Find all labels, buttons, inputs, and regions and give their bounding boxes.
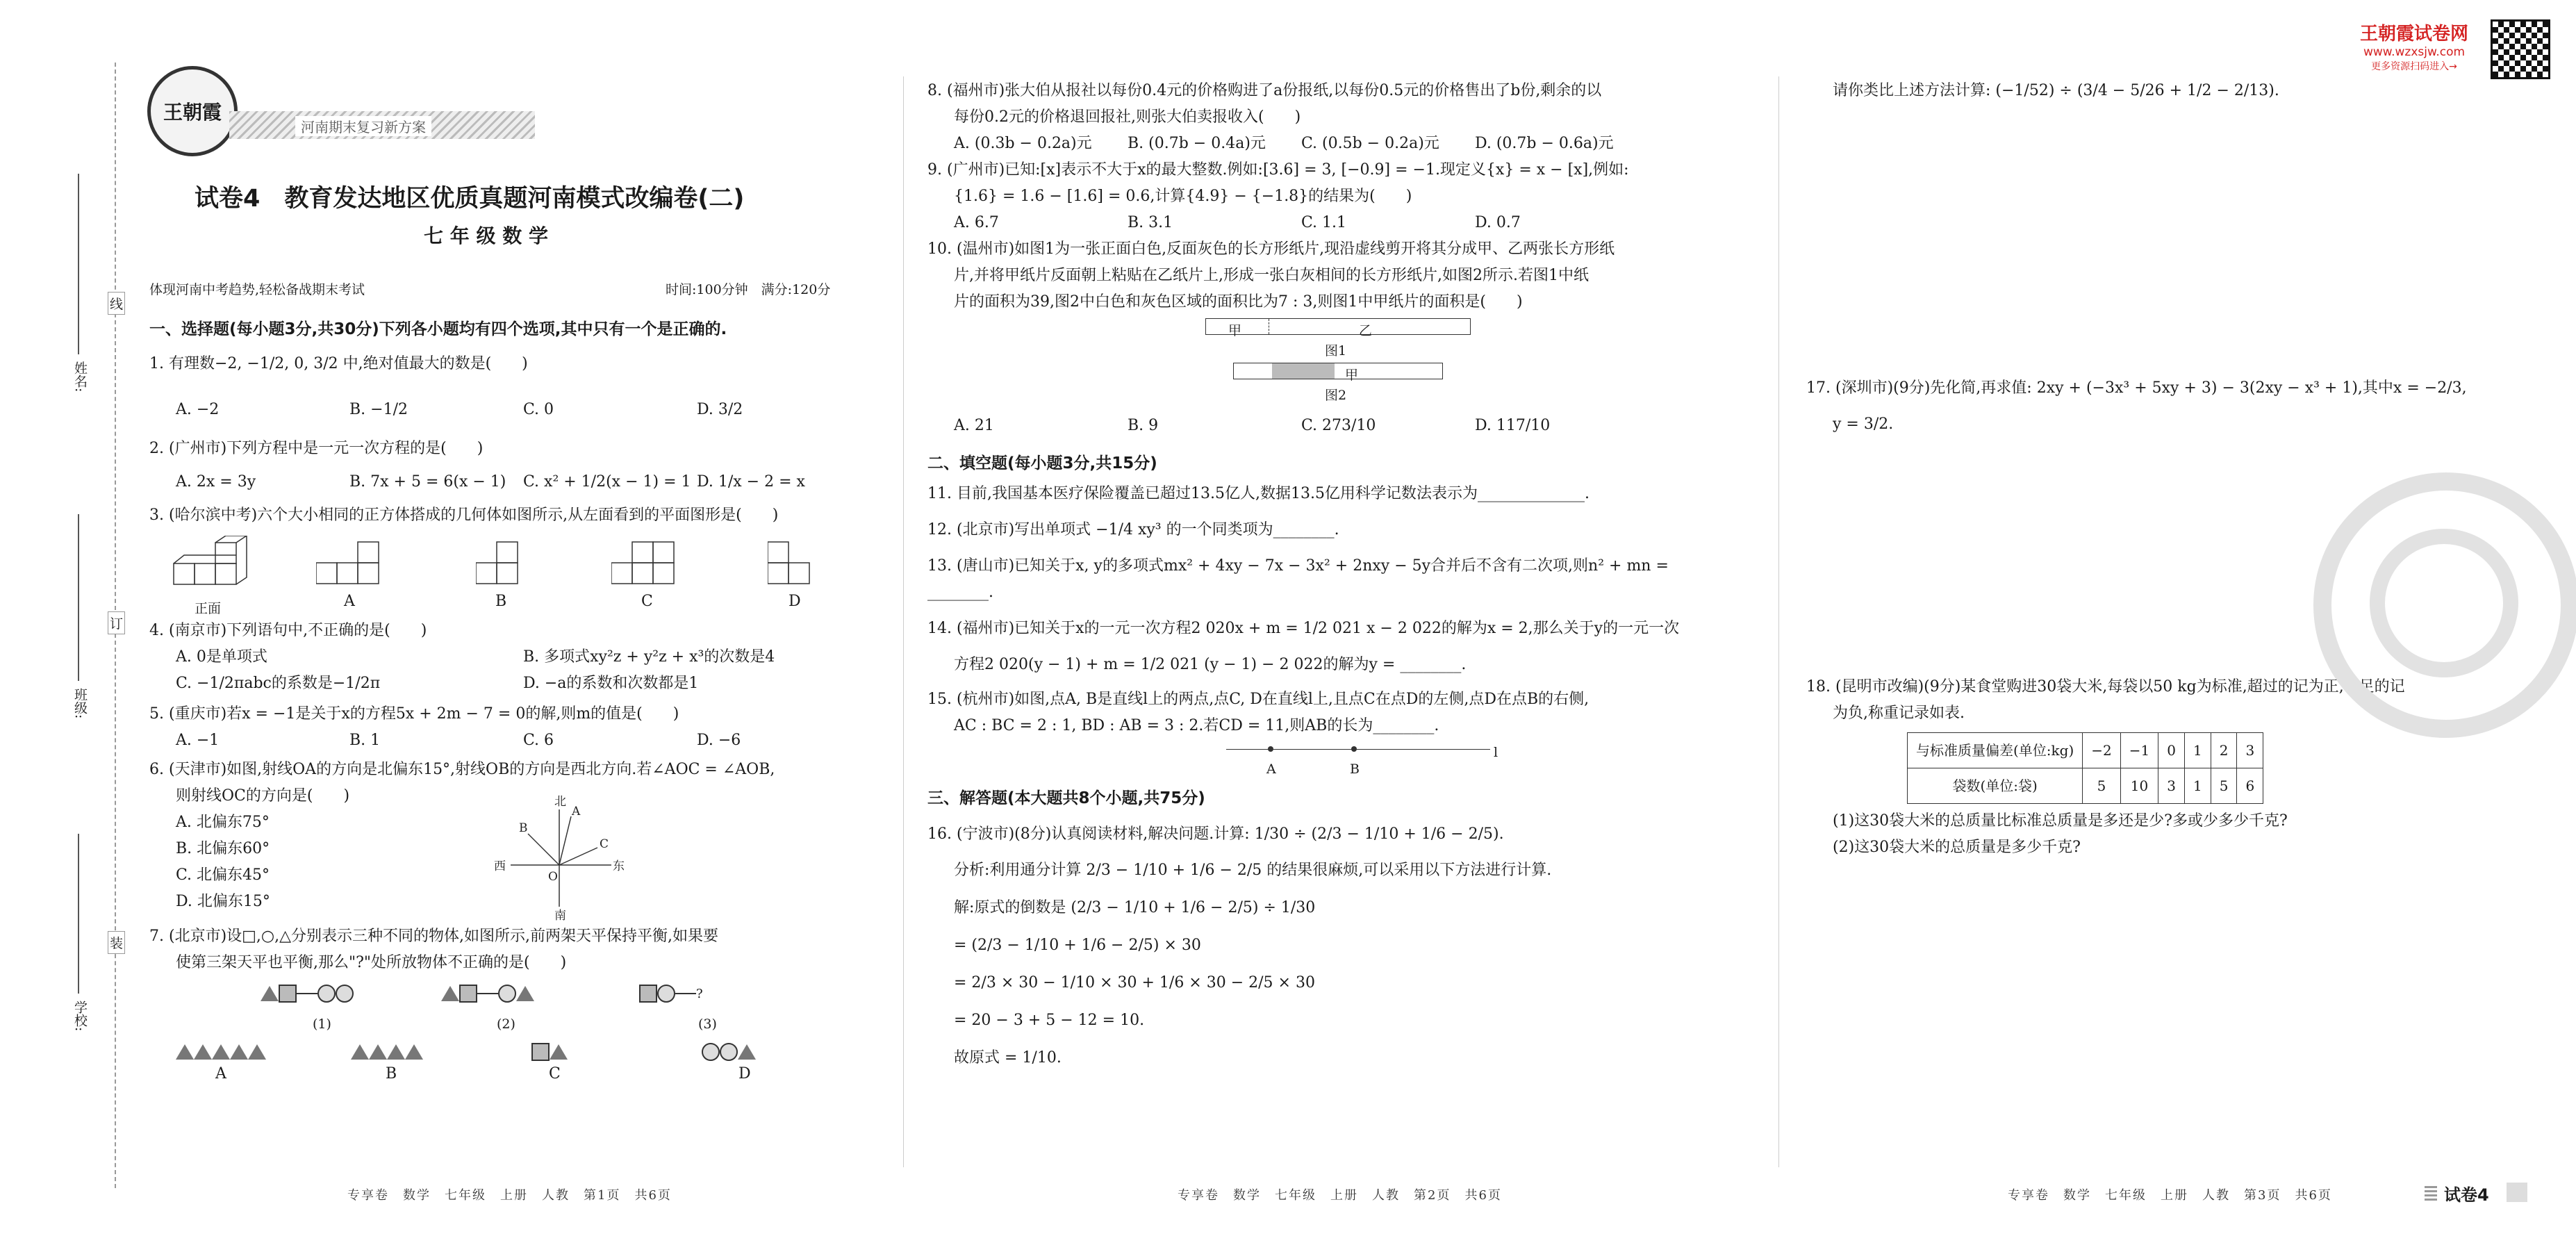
brand-url: www.wzxsjw.com — [2363, 45, 2466, 59]
q7-options — [149, 1039, 886, 1094]
table-cell: −2 — [2083, 733, 2120, 768]
q10: 10. (温州市)如图1为一张正面白色,反面灰色的长方形纸片,现沿虚线剪开将其分成甲、乙两张长方形纸 — [927, 240, 1615, 258]
q7-balances — [149, 976, 886, 1039]
q1-option-b: B. −1/2 — [349, 401, 408, 418]
q13: 13. (唐山市)已知关于x, y的多项式mx² + 4xy − 7x − 3x² + 2nxy − 5y合并后不含有二次项,则n² + mn = ________. — [927, 557, 1669, 601]
q10-fig2-caption: 图2 — [1325, 388, 1347, 403]
q17-line-2: y = 3/2. — [1833, 415, 1894, 433]
q10-fig1-yi: 乙 — [1359, 323, 1373, 338]
q6-label-a: A — [572, 805, 581, 818]
q1-option-a: A. −2 — [176, 401, 220, 418]
q2-option-c: C. x² + 1/2(x − 1) = 1 — [523, 473, 691, 491]
column-3 — [1806, 78, 2536, 861]
q18: 18. (昆明市改编)(9分)某食堂购进30袋大米,每袋以50 kg为标准,超过的记为正,不足的记 — [1806, 678, 2405, 695]
q4-options — [149, 644, 886, 697]
q3-option-b-figure — [476, 538, 531, 587]
q10-option-d: D. 117/10 — [1475, 417, 1551, 434]
table-row — [1908, 768, 2263, 804]
q6-compass-figure — [490, 789, 629, 921]
table-cell: 2 — [2211, 733, 2237, 768]
table-cell: 5 — [2211, 768, 2237, 804]
q8-options — [927, 131, 1733, 157]
q3-figures — [149, 532, 886, 615]
q8-line-2: 每份0.2元的价格退回报社,则张大伯卖报收入( ) — [954, 108, 1301, 126]
table-cell: 3 — [2158, 768, 2185, 804]
q16-continuation: 请你类比上述方法计算: (−1/52) ÷ (3/4 − 5/26 + 1/2 − 2/13). — [1833, 82, 2279, 99]
footer-tag-bar — [2507, 1183, 2527, 1202]
q10-line-3: 片的面积为39,图2中白色和灰色区域的面积比为7 : 3,则图1中甲纸片的面积是( ) — [954, 293, 1523, 311]
q5-option-a: A. −1 — [176, 732, 220, 749]
q6-label-o: O — [548, 870, 558, 884]
column-2 — [927, 78, 1733, 1077]
q15-line-2: AC : BC = 2 : 1, BD : AB = 3 : 2.若CD = 11,则AB的长为________. — [954, 717, 1439, 734]
q9-option-c: C. 1.1 — [1301, 214, 1347, 231]
q3-option-d: D — [789, 593, 801, 610]
q9-option-a: A. 6.7 — [954, 214, 999, 231]
q5-options — [149, 727, 886, 754]
q7-balance-2 — [441, 980, 534, 1007]
divider-1 — [903, 76, 904, 1167]
q3-option-a: A — [344, 593, 355, 610]
q16: 16. (宁波市)(8分)认真阅读材料,解决问题.计算: 1/30 ÷ (2/3 − 1/10 + 1/6 − 2/5). — [927, 825, 1504, 843]
q7-line-2: 使第三架天平也平衡,那么"?"处所放物体不正确的是( ) — [176, 954, 567, 971]
q10-fig1-jia: 甲 — [1228, 323, 1242, 338]
q6-option-a: A. 北偏东75° — [176, 814, 270, 831]
binding-school-label: 学校: — [72, 1001, 88, 1032]
q8: 8. (福州市)张大伯从报社以每份0.4元的价格购进了a份报纸,以每份0.5元的价格售出了b份,剩余的以 — [927, 82, 1602, 99]
q6-label-south: 南 — [554, 909, 566, 921]
q9-options — [927, 210, 1733, 236]
q3-option-a-figure — [316, 538, 386, 587]
section2-title: 二、填空题(每小题3分,共15分) — [927, 454, 1157, 472]
q10-figures — [927, 315, 1733, 413]
binding-mark-zhuang: 装 — [108, 931, 125, 954]
q3-option-d-figure — [768, 538, 823, 587]
q6-option-d: D. 北偏东15° — [176, 893, 270, 910]
q2-option-b: B. 7x + 5 = 6(x − 1) — [349, 473, 506, 491]
q3: 3. (哈尔滨中考)六个大小相同的正方体搭成的几何体如图所示,从左面看到的平面图形是( ) — [149, 507, 779, 524]
q4-option-a: A. 0是单项式 — [176, 648, 267, 666]
q10-option-b: B. 9 — [1128, 417, 1159, 434]
q16-result: 故原式 = 1/10. — [954, 1049, 1062, 1067]
slogan: 体现河南中考趋势,轻松备战期末考试 — [149, 282, 365, 297]
q16-step-4: = 20 − 3 + 5 − 12 = 10. — [954, 1012, 1145, 1029]
q16-solution — [927, 852, 1733, 1077]
q6-option-b: B. 北偏东60° — [176, 840, 270, 857]
q3-option-c: C — [641, 593, 653, 610]
q2-option-a: A. 2x = 3y — [176, 473, 256, 491]
q18-part-2: (2)这30袋大米的总质量是多少千克? — [1833, 839, 2081, 856]
q7-fig-2: (2) — [497, 1016, 515, 1032]
q2: 2. (广州市)下列方程中是一元一次方程的是( ) — [149, 440, 484, 457]
binding-name-label: 姓名: — [72, 361, 88, 393]
watermark-seal — [2313, 472, 2576, 738]
brand-block — [2341, 19, 2487, 73]
q5-option-d: D. −6 — [697, 732, 741, 749]
section1-title: 一、选择题(每小题3分,共30分)下列各小题均有四个选项,其中只有一个是正确的. — [149, 320, 727, 338]
table-cell: 1 — [2184, 733, 2211, 768]
q10-fig1-strip — [1205, 318, 1471, 338]
divider-2 — [1778, 76, 1779, 1167]
footer-dots — [2425, 1185, 2437, 1201]
table-row — [1908, 733, 2263, 768]
table-cell: 3 — [2237, 733, 2263, 768]
q16-step-2: = (2/3 − 1/10 + 1/6 − 2/5) × 30 — [954, 937, 1201, 954]
table-cell: 5 — [2083, 768, 2120, 804]
q6-line-2: 则射线OC的方向是( ) — [176, 787, 350, 805]
q18-part-1: (1)这30袋大米的总质量比标准总质量是多还是少?多或少多少千克? — [1833, 812, 2288, 830]
q3-solid-figure — [170, 536, 261, 591]
column-1 — [149, 316, 886, 1094]
q12: 12. (北京市)写出单项式 −1/4 xy³ 的一个同类项为________. — [927, 521, 1339, 538]
q10-option-a: A. 21 — [954, 417, 994, 434]
q1: 1. 有理数−2, −1/2, 0, 3/2 中,绝对值最大的数是( ) — [149, 355, 528, 372]
q10-fig2-jia: 甲 — [1345, 368, 1359, 383]
q18-table — [1907, 732, 2263, 804]
q6-option-c: C. 北偏东45° — [176, 866, 270, 884]
q16-analysis: 分析:利用通分计算 2/3 − 1/10 + 1/6 − 2/5 的结果很麻烦,可以采用以下方法进行计算. — [954, 862, 1552, 879]
binding-underline-1 — [78, 174, 79, 354]
q15-label-l: l — [1494, 745, 1498, 760]
page-subtitle: 七 年 级 数 学 — [424, 224, 548, 247]
q6-label-west: 西 — [494, 859, 506, 873]
q5-option-b: B. 1 — [349, 732, 381, 749]
q14: 14. (福州市)已知关于x的一元一次方程2 020x + m = 1/2 021 x − 2 022的解为x = 2,那么关于y的一元一次 — [927, 620, 1680, 637]
q4: 4. (南京市)下列语句中,不正确的是( ) — [149, 622, 427, 639]
table-cell: −1 — [2120, 733, 2158, 768]
q6-label-c: C — [600, 837, 609, 851]
table-row-head: 袋数(单位:袋) — [1908, 768, 2083, 804]
q4-option-c: C. −1/2πabc的系数是−1/2π — [176, 675, 381, 692]
q5-option-c: C. 6 — [523, 732, 554, 749]
q3-option-b: B — [495, 593, 507, 610]
header-banner-text: 河南期末复习新方案 — [295, 116, 431, 136]
q2-options — [149, 469, 886, 495]
q6-label-b: B — [519, 821, 528, 835]
brand-name: 王朝霞试卷网 — [2359, 24, 2468, 44]
footer-tag: 试卷4 — [2444, 1185, 2489, 1205]
q3-option-c-figure — [611, 538, 688, 587]
q15-label-b: B — [1350, 762, 1360, 777]
q15-label-a: A — [1266, 762, 1276, 777]
q6: 6. (天津市)如图,射线OA的方向是北偏东15°,射线OB的方向是西北方向.若∠AOC = ∠AOB, — [149, 761, 775, 778]
binding-mark-ding: 订 — [108, 611, 125, 634]
q9: 9. (广州市)已知:[x]表示不大于x的最大整数.例如:[3.6] = 3, [−0.9] = −1.现定义{x} = x − [x],例如: — [927, 161, 1629, 179]
binding-underline-3 — [78, 834, 79, 994]
q15: 15. (杭州市)如图,点A, B是直线l上的两点,点C, D在直线l上,且点C在点D的左侧,点D在点B的右侧, — [927, 691, 1590, 708]
time-score: 时间:100分钟 满分:120分 — [666, 282, 831, 297]
q7-option-a: A — [215, 1065, 226, 1083]
q7-option-b: B — [386, 1065, 397, 1083]
q16-step-3: = 2/3 × 30 − 1/10 × 30 + 1/6 × 30 − 2/5 × 30 — [954, 974, 1315, 991]
q7-fig-3: (3) — [698, 1016, 717, 1032]
brand-tip: 更多资源扫码进入→ — [2371, 61, 2457, 72]
table-cell: 10 — [2120, 768, 2158, 804]
q4-option-d: D. −a的系数和次数都是1 — [523, 675, 699, 692]
q10-option-c: C. 273/10 — [1301, 417, 1376, 434]
footer-page-3: 专享卷 数学 七年级 上册 人教 第3页 共6页 — [2008, 1188, 2332, 1203]
q18-line-2: 为负,称重记录如表. — [1833, 705, 1965, 722]
q7-fig-1: (1) — [313, 1016, 331, 1032]
q8-option-d: D. (0.7b − 0.6a)元 — [1475, 135, 1614, 152]
q7-option-d: D — [738, 1065, 751, 1083]
q8-option-c: C. (0.5b − 0.2a)元 — [1301, 135, 1439, 152]
q1-option-d: D. 3/2 — [697, 401, 743, 418]
q3-front-label: 正面 — [195, 601, 222, 616]
footer-page-1: 专享卷 数学 七年级 上册 人教 第1页 共6页 — [347, 1188, 672, 1203]
q10-line-2: 片,并将甲纸片反面朝上粘贴在乙纸片上,形成一张白灰相间的长方形纸片,如图2所示.若图1中纸 — [954, 267, 1589, 284]
q5: 5. (重庆市)若x = −1是关于x的方程5x + 2m − 7 = 0的解,则m的值是( ) — [149, 705, 679, 723]
page-title: 试卷4 教育发达地区优质真题河南模式改编卷(二) — [195, 185, 745, 213]
qr-code[interactable] — [2491, 19, 2550, 79]
q4-option-b: B. 多项式xy²z + y²z + x³的次数是4 — [523, 648, 775, 666]
q9-line-2: {1.6} = 1.6 − [1.6] = 0.6,计算{4.9} − {−1.8}的结果为( ) — [954, 188, 1412, 205]
q6-label-north: 北 — [554, 795, 566, 809]
q16-step-1: 解:原式的倒数是 (2/3 − 1/10 + 1/6 − 2/5) ÷ 1/30 — [954, 899, 1316, 916]
table-cell: 0 — [2158, 733, 2185, 768]
q2-option-d: D. 1/x − 2 = x — [697, 473, 805, 491]
q9-option-d: D. 0.7 — [1475, 214, 1521, 231]
logo-badge — [147, 66, 238, 156]
q7: 7. (北京市)设□,○,△分别表示三种不同的物体,如图所示,前两架天平保持平衡,如果要 — [149, 928, 719, 945]
section3-title: 三、解答题(本大题共8个小题,共75分) — [927, 789, 1205, 807]
q14-line-2: 方程2 020(y − 1) + m = 1/2 021 (y − 1) − 2 022的解为y = ________. — [954, 656, 1467, 673]
table-cell: 1 — [2184, 768, 2211, 804]
q11: 11. 目前,我国基本医疗保险覆盖已超过13.5亿人,数据13.5亿用科学记数法表示为______________. — [927, 485, 1590, 502]
footer-page-2: 专享卷 数学 七年级 上册 人教 第2页 共6页 — [1178, 1188, 1502, 1203]
q15-figure — [927, 739, 1733, 781]
binding-class-label: 班级: — [72, 688, 88, 719]
binding-underline-2 — [78, 514, 79, 681]
table-row-head: 与标准质量偏差(单位:kg) — [1908, 733, 2083, 768]
q7-option-c: C — [549, 1065, 561, 1083]
q10-options — [927, 413, 1733, 439]
q6-label-east: 东 — [613, 859, 625, 873]
q1-option-c: C. 0 — [523, 401, 554, 418]
binding-mark-xian: 线 — [108, 292, 125, 315]
q8-option-a: A. (0.3b − 0.2a)元 — [954, 135, 1092, 152]
q8-option-b: B. (0.7b − 0.4a)元 — [1128, 135, 1266, 152]
header-banner — [229, 111, 535, 139]
logo-text: 王朝霞 — [163, 101, 222, 124]
q1-options — [149, 397, 886, 423]
table-cell: 6 — [2237, 768, 2263, 804]
q9-option-b: B. 3.1 — [1128, 214, 1173, 231]
q17: 17. (深圳市)(9分)先化简,再求值: 2xy + (−3x³ + 5xy + 3) − 3(2xy − x³ + 1),其中x = −2/3, — [1806, 379, 2467, 397]
q10-fig2-strip — [1233, 363, 1443, 383]
q10-fig1-caption: 图1 — [1325, 343, 1347, 359]
q7-balance-1 — [261, 980, 354, 1007]
q7-balance-3: ? — [639, 980, 703, 1007]
